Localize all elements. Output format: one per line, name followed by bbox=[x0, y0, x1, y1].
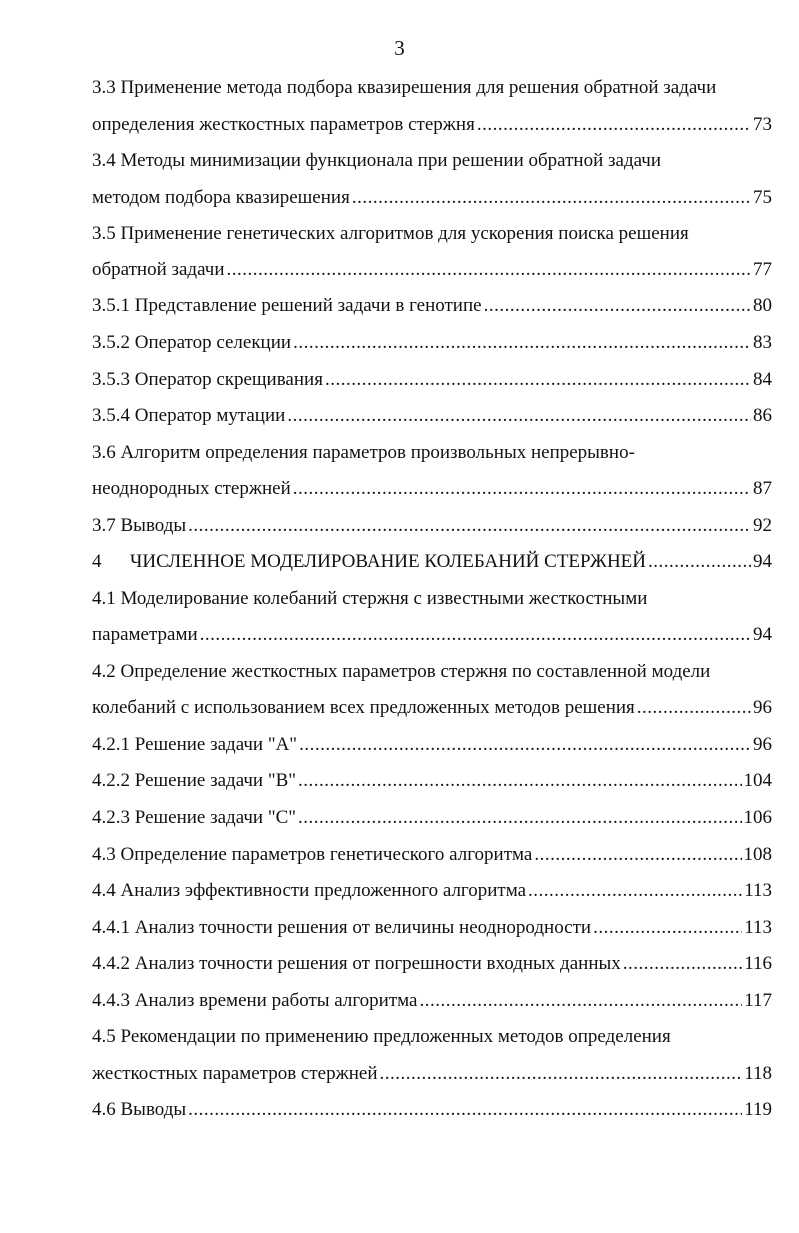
toc-page-number: 83 bbox=[753, 332, 772, 353]
dot-leader bbox=[352, 186, 751, 210]
toc-entry-title: 4.4 Анализ эффективности предложенного алгоритма bbox=[92, 880, 527, 901]
page-number: 3 bbox=[394, 36, 405, 60]
toc-page-number: 87 bbox=[753, 478, 772, 499]
toc-entry-4-4-3 bbox=[92, 989, 772, 1013]
toc-entry-4 bbox=[92, 550, 772, 574]
toc-entry-3-3-line-1: 3.3 Применение метода подбора квазирешения для решения обратной задачи bbox=[92, 77, 717, 98]
toc-entry-3-7 bbox=[92, 514, 772, 538]
toc-page-number: 80 bbox=[753, 295, 772, 316]
toc-entry-4-5-line-1: 4.5 Рекомендации по применению предложенных методов определения bbox=[92, 1026, 671, 1047]
toc-entry-4-4 bbox=[92, 879, 772, 903]
toc-page-number: 96 bbox=[753, 734, 772, 755]
toc-entry-title: 4 ЧИСЛЕННОЕ МОДЕЛИРОВАНИЕ КОЛЕБАНИЙ СТЕРЖНЕЙ bbox=[92, 551, 647, 572]
toc-entry-title: 3.7 Выводы bbox=[92, 515, 187, 536]
toc-entry-title: колебаний с использованием всех предложенных методов решения bbox=[92, 697, 635, 718]
toc-page-number: 77 bbox=[753, 259, 772, 280]
toc-entry-4-5 bbox=[92, 1062, 772, 1086]
dot-leader bbox=[287, 404, 751, 428]
dot-leader bbox=[419, 989, 742, 1013]
toc-entry-4-2 bbox=[92, 696, 772, 720]
toc-entry-3-5-4 bbox=[92, 404, 772, 428]
dot-leader bbox=[477, 113, 751, 137]
toc-entry-title: 4.2.1 Решение задачи "А" bbox=[92, 734, 298, 755]
dot-leader bbox=[293, 477, 751, 501]
toc-entry-title: 4.3 Определение параметров генетического алгоритма bbox=[92, 844, 533, 865]
toc-entry-title: обратной задачи bbox=[92, 259, 225, 280]
toc-entry-4-6 bbox=[92, 1098, 772, 1122]
dot-leader bbox=[227, 258, 752, 282]
toc-entry-4-1-line-1: 4.1 Моделирование колебаний стержня с известными жесткостными bbox=[92, 588, 648, 609]
toc-page-number: 104 bbox=[743, 770, 772, 791]
toc-entry-title: определения жесткостных параметров стержня bbox=[92, 114, 475, 135]
toc-entry-4-2-line-1: 4.2 Определение жесткостных параметров стержня по составленной модели bbox=[92, 661, 711, 682]
toc-entry-title: 3.5.1 Представление решений задачи в генотипе bbox=[92, 295, 482, 316]
dot-leader bbox=[593, 916, 742, 940]
toc-entry-4-1 bbox=[92, 623, 772, 647]
dot-leader bbox=[380, 1062, 743, 1086]
toc-entry-title: 4.4.2 Анализ точности решения от погрешности входных данных bbox=[92, 953, 621, 974]
toc-entry-3-5 bbox=[92, 258, 772, 282]
dot-leader bbox=[637, 696, 751, 720]
toc-entry-3-5-3 bbox=[92, 368, 772, 392]
toc-page-number: 84 bbox=[753, 369, 772, 390]
toc-entry-title: методом подбора квазирешения bbox=[92, 187, 350, 208]
toc-entry-3-5-line-1: 3.5 Применение генетических алгоритмов для ускорения поиска решения bbox=[92, 223, 689, 244]
dot-leader bbox=[188, 514, 751, 538]
dot-leader bbox=[325, 368, 751, 392]
toc-entry-4-2-3 bbox=[92, 806, 772, 830]
toc-entry-4-2-2 bbox=[92, 769, 772, 793]
toc-entry-3-4-line-1: 3.4 Методы минимизации функционала при решении обратной задачи bbox=[92, 150, 662, 171]
toc-page-number: 96 bbox=[753, 697, 772, 718]
dot-leader bbox=[528, 879, 742, 903]
toc-page-number: 75 bbox=[753, 187, 772, 208]
dot-leader bbox=[200, 623, 751, 647]
toc-entry-title: неоднородных стержней bbox=[92, 478, 291, 499]
toc-page-number: 73 bbox=[753, 114, 772, 135]
toc-entry-3-6 bbox=[92, 477, 772, 501]
toc-entry-title: 4.2.2 Решение задачи "В" bbox=[92, 770, 297, 791]
toc-page-number: 86 bbox=[753, 405, 772, 426]
toc-page-number: 106 bbox=[743, 807, 772, 828]
toc-page-number: 94 bbox=[753, 624, 772, 645]
toc-page-number: 119 bbox=[744, 1099, 772, 1120]
dot-leader bbox=[298, 806, 741, 830]
toc-entry-title: 4.4.3 Анализ времени работы алгоритма bbox=[92, 990, 418, 1011]
dot-leader bbox=[484, 294, 751, 318]
toc-entry-title: 4.4.1 Анализ точности решения от величины неоднородности bbox=[92, 917, 592, 938]
toc-page-number: 117 bbox=[744, 990, 772, 1011]
toc-page-number: 113 bbox=[744, 880, 772, 901]
toc-page-number: 108 bbox=[743, 844, 772, 865]
dot-leader bbox=[648, 550, 751, 574]
toc-entry-title: параметрами bbox=[92, 624, 198, 645]
toc-entry-title: 3.5.4 Оператор мутации bbox=[92, 405, 286, 426]
dot-leader bbox=[299, 733, 751, 757]
toc-entry-3-3 bbox=[92, 113, 772, 137]
toc-entry-title: 3.5.2 Оператор селекции bbox=[92, 332, 292, 353]
toc-entry-4-4-2 bbox=[92, 952, 772, 976]
dot-leader bbox=[293, 331, 751, 355]
toc-page-number: 92 bbox=[753, 515, 772, 536]
toc-page-number: 118 bbox=[744, 1063, 772, 1084]
toc-entry-title: жесткостных параметров стержней bbox=[92, 1063, 378, 1084]
toc-entry-title: 4.6 Выводы bbox=[92, 1099, 187, 1120]
toc-entry-4-3 bbox=[92, 843, 772, 867]
toc-entry-4-2-1 bbox=[92, 733, 772, 757]
toc-page-number: 94 bbox=[753, 551, 772, 572]
toc-entry-3-6-line-1: 3.6 Алгоритм определения параметров произвольных непрерывно- bbox=[92, 442, 635, 463]
toc-page-number: 113 bbox=[744, 917, 772, 938]
toc-page-number: 116 bbox=[744, 953, 772, 974]
toc-entry-title: 3.5.3 Оператор скрещивания bbox=[92, 369, 323, 390]
toc-entry-title: 4.2.3 Решение задачи "С" bbox=[92, 807, 297, 828]
dot-leader bbox=[623, 952, 742, 976]
toc-entry-3-5-1 bbox=[92, 294, 772, 318]
toc-entry-4-4-1 bbox=[92, 916, 772, 940]
toc-entry-3-4 bbox=[92, 186, 772, 210]
toc-entry-3-5-2 bbox=[92, 331, 772, 355]
dot-leader bbox=[298, 769, 741, 793]
dot-leader bbox=[534, 843, 741, 867]
dot-leader bbox=[188, 1098, 742, 1122]
